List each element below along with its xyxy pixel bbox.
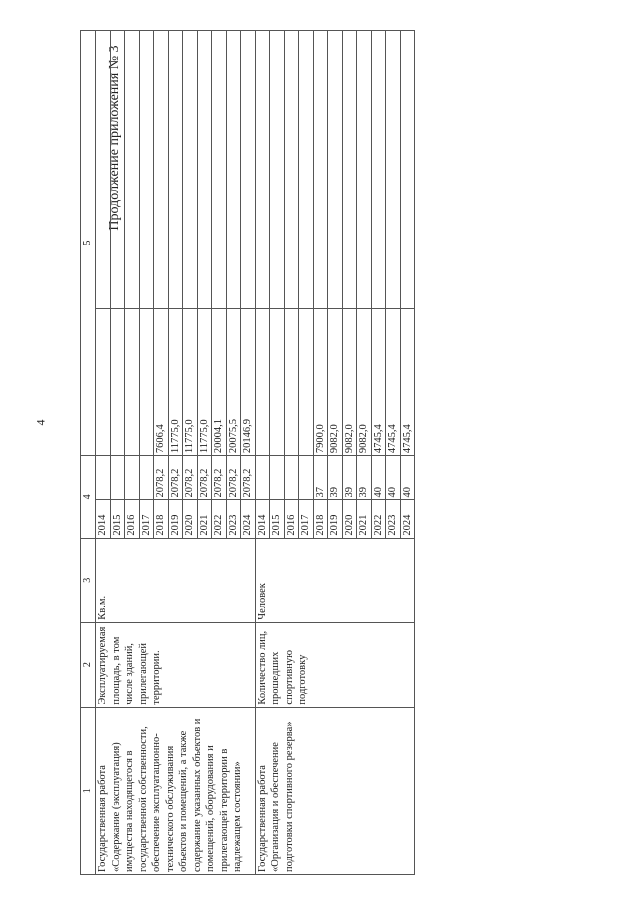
appendix-caption: Продолжение приложения № 3 <box>107 45 122 231</box>
v4-cell: 39 <box>328 456 343 500</box>
empty-cell <box>139 31 154 309</box>
rotated-table-container <box>80 30 578 875</box>
year-cell: 2017 <box>299 500 314 538</box>
v5-cell: 20075,5 <box>226 308 241 456</box>
empty-cell <box>168 31 183 309</box>
v4-cell: 2078,2 <box>183 456 198 500</box>
v4-cell: 2078,2 <box>154 456 169 500</box>
v5-cell <box>139 308 154 456</box>
v4-cell: 40 <box>386 456 401 500</box>
empty-cell <box>342 31 357 309</box>
header-row <box>81 31 96 875</box>
table-row <box>255 31 270 875</box>
year-cell: 2018 <box>154 500 169 538</box>
v4-cell <box>255 456 270 500</box>
year-cell: 2020 <box>342 500 357 538</box>
year-cell: 2017 <box>139 500 154 538</box>
v5-cell: 9082,0 <box>342 308 357 456</box>
empty-cell <box>226 31 241 309</box>
year-cell: 2016 <box>125 500 140 538</box>
header-cell: 5 <box>81 31 96 456</box>
v5-cell <box>255 308 270 456</box>
year-cell: 2024 <box>241 500 256 538</box>
v4-cell: 2078,2 <box>241 456 256 500</box>
empty-cell <box>371 31 386 309</box>
v5-cell: 11775,0 <box>197 308 212 456</box>
year-cell: 2022 <box>212 500 227 538</box>
work-cell: Государственная работа «Содержание (эксплуатация) имущества находящегося в государственной собственности, обеспечение эксплуатационно-технического обслуживания объектов и помещений, а также содержание указанных объектов и помещений, оборудования и прилегающей территории в надлежащем состоянии» <box>96 707 256 874</box>
v4-cell: 40 <box>400 456 415 500</box>
year-cell: 2014 <box>96 500 111 538</box>
year-cell: 2018 <box>313 500 328 538</box>
v5-cell: 7900,0 <box>313 308 328 456</box>
unit-cell: Человек <box>255 538 415 622</box>
unit-cell: Кв.м. <box>96 538 256 622</box>
v4-cell: 2078,2 <box>212 456 227 500</box>
empty-cell <box>313 31 328 309</box>
empty-cell <box>400 31 415 309</box>
v4-cell <box>110 456 125 500</box>
header-cell: 1 <box>81 707 96 874</box>
empty-cell <box>110 31 125 309</box>
v4-cell <box>270 456 285 500</box>
empty-cell <box>255 31 270 309</box>
empty-cell <box>241 31 256 309</box>
year-cell: 2019 <box>168 500 183 538</box>
year-cell: 2023 <box>226 500 241 538</box>
year-cell: 2024 <box>400 500 415 538</box>
v5-cell <box>270 308 285 456</box>
table-row <box>96 31 111 875</box>
year-cell: 2023 <box>386 500 401 538</box>
header-cell: 2 <box>81 622 96 707</box>
v4-cell <box>299 456 314 500</box>
v5-cell: 4745,4 <box>371 308 386 456</box>
empty-cell <box>328 31 343 309</box>
v4-cell: 37 <box>313 456 328 500</box>
v5-cell: 9082,0 <box>328 308 343 456</box>
v4-cell: 2078,2 <box>226 456 241 500</box>
year-cell: 2015 <box>110 500 125 538</box>
data-table <box>80 30 415 875</box>
v5-cell <box>125 308 140 456</box>
empty-cell <box>183 31 198 309</box>
v4-cell <box>139 456 154 500</box>
page-number: 4 <box>33 419 48 426</box>
v5-cell: 4745,4 <box>400 308 415 456</box>
v5-cell: 20146,9 <box>241 308 256 456</box>
empty-cell <box>357 31 372 309</box>
empty-cell <box>197 31 212 309</box>
v4-cell: 39 <box>357 456 372 500</box>
year-cell: 2021 <box>357 500 372 538</box>
year-cell: 2020 <box>183 500 198 538</box>
empty-cell <box>154 31 169 309</box>
v5-cell: 9082,0 <box>357 308 372 456</box>
v5-cell <box>299 308 314 456</box>
v5-cell <box>110 308 125 456</box>
v4-cell: 39 <box>342 456 357 500</box>
v4-cell: 40 <box>371 456 386 500</box>
work-cell: Государственная работа «Организация и обеспечение подготовки спортивного резерва» <box>255 707 415 874</box>
v5-cell: 11775,0 <box>183 308 198 456</box>
header-cell: 3 <box>81 538 96 622</box>
year-cell: 2019 <box>328 500 343 538</box>
header-cell: 4 <box>81 456 96 538</box>
year-cell: 2016 <box>284 500 299 538</box>
indicator-cell: Количество лиц, прошедших спортивную подготовку <box>255 622 415 707</box>
empty-cell <box>96 31 111 309</box>
v4-cell: 2078,2 <box>168 456 183 500</box>
v4-cell: 2078,2 <box>197 456 212 500</box>
empty-cell <box>212 31 227 309</box>
year-cell: 2021 <box>197 500 212 538</box>
year-cell: 2014 <box>255 500 270 538</box>
year-cell: 2015 <box>270 500 285 538</box>
v5-cell <box>284 308 299 456</box>
v4-cell <box>96 456 111 500</box>
v5-cell: 11775,0 <box>168 308 183 456</box>
empty-cell <box>299 31 314 309</box>
v5-cell: 4745,4 <box>386 308 401 456</box>
empty-cell <box>386 31 401 309</box>
v5-cell <box>96 308 111 456</box>
v4-cell <box>125 456 140 500</box>
v5-cell: 20004,1 <box>212 308 227 456</box>
v4-cell <box>284 456 299 500</box>
year-cell: 2022 <box>371 500 386 538</box>
indicator-cell: Эксплуатируемая площадь, в том числе зданий, прилегающей территории. <box>96 622 256 707</box>
v5-cell: 7606,4 <box>154 308 169 456</box>
empty-cell <box>284 31 299 309</box>
empty-cell <box>270 31 285 309</box>
empty-cell <box>125 31 140 309</box>
